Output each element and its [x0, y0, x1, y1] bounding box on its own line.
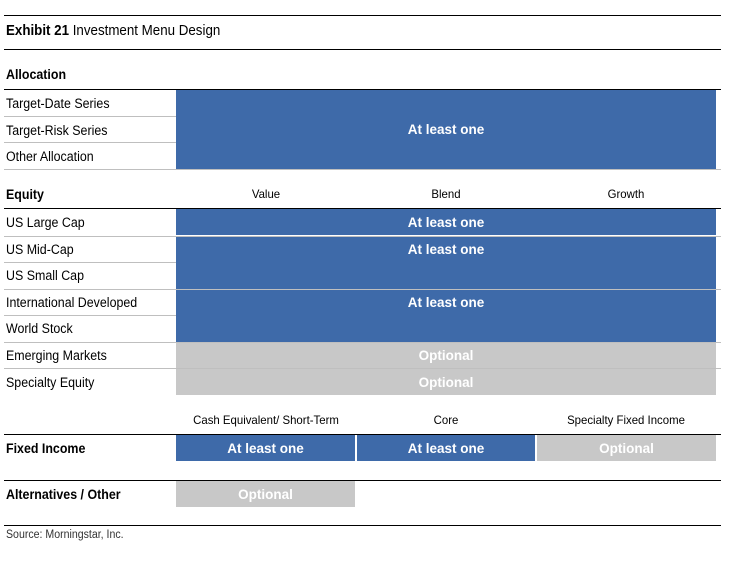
source-note: Source: Morningstar, Inc.: [6, 529, 124, 541]
row-other-allocation: Other Allocation: [6, 149, 94, 164]
fixed-income-heading: Fixed Income: [6, 441, 86, 456]
title-rule: [4, 49, 721, 50]
specialty-cell-label: Optional: [418, 375, 474, 390]
fi-col-core: Core: [433, 413, 459, 427]
bottom-rule: [4, 525, 721, 526]
top-rule: [4, 15, 721, 16]
row-divider: [4, 315, 176, 316]
row-specialty-equity: Specialty Equity: [6, 375, 95, 390]
emerging-cell-label: Optional: [418, 348, 474, 363]
alternatives-rule: [4, 480, 721, 481]
fi-col-specialty: Specialty Fixed Income: [567, 413, 685, 427]
equity-heading: Equity: [6, 187, 44, 202]
fi-core-cell-label: At least one: [407, 441, 485, 456]
row-us-mid-cap: US Mid-Cap: [6, 242, 74, 257]
exhibit-number: Exhibit 21: [6, 23, 70, 39]
mid-small-cap-cell-label: At least one: [407, 242, 485, 257]
equity-col-value: Value: [251, 187, 281, 201]
fi-col-cash: Cash Equivalent/ Short-Term: [193, 413, 339, 427]
equity-col-blend: Blend: [431, 187, 461, 201]
row-divider: [4, 142, 176, 143]
exhibit-name: Investment Menu Design: [72, 23, 221, 39]
intl-world-cell-label: At least one: [407, 295, 485, 310]
row-international-developed: International Developed: [6, 295, 138, 310]
row-target-date: Target-Date Series: [6, 96, 110, 111]
exhibit-title: [6, 23, 220, 39]
row-divider: [4, 262, 176, 263]
allocation-heading: Allocation: [6, 67, 67, 82]
row-target-risk: Target-Risk Series: [6, 123, 108, 138]
large-cap-cell-label: At least one: [407, 215, 485, 230]
fi-specialty-cell-label: Optional: [599, 441, 654, 456]
row-us-large-cap: US Large Cap: [6, 215, 85, 230]
row-divider: [4, 169, 721, 170]
row-divider: [4, 116, 176, 117]
row-world-stock: World Stock: [6, 321, 73, 336]
row-emerging-markets: Emerging Markets: [6, 348, 107, 363]
alternatives-heading: Alternatives / Other: [6, 487, 121, 502]
row-us-small-cap: US Small Cap: [6, 268, 84, 283]
allocation-cell-label: At least one: [407, 122, 485, 137]
equity-col-growth: Growth: [607, 187, 645, 201]
fi-cash-cell-label: At least one: [227, 441, 304, 456]
alternatives-cell-label: Optional: [238, 487, 293, 502]
